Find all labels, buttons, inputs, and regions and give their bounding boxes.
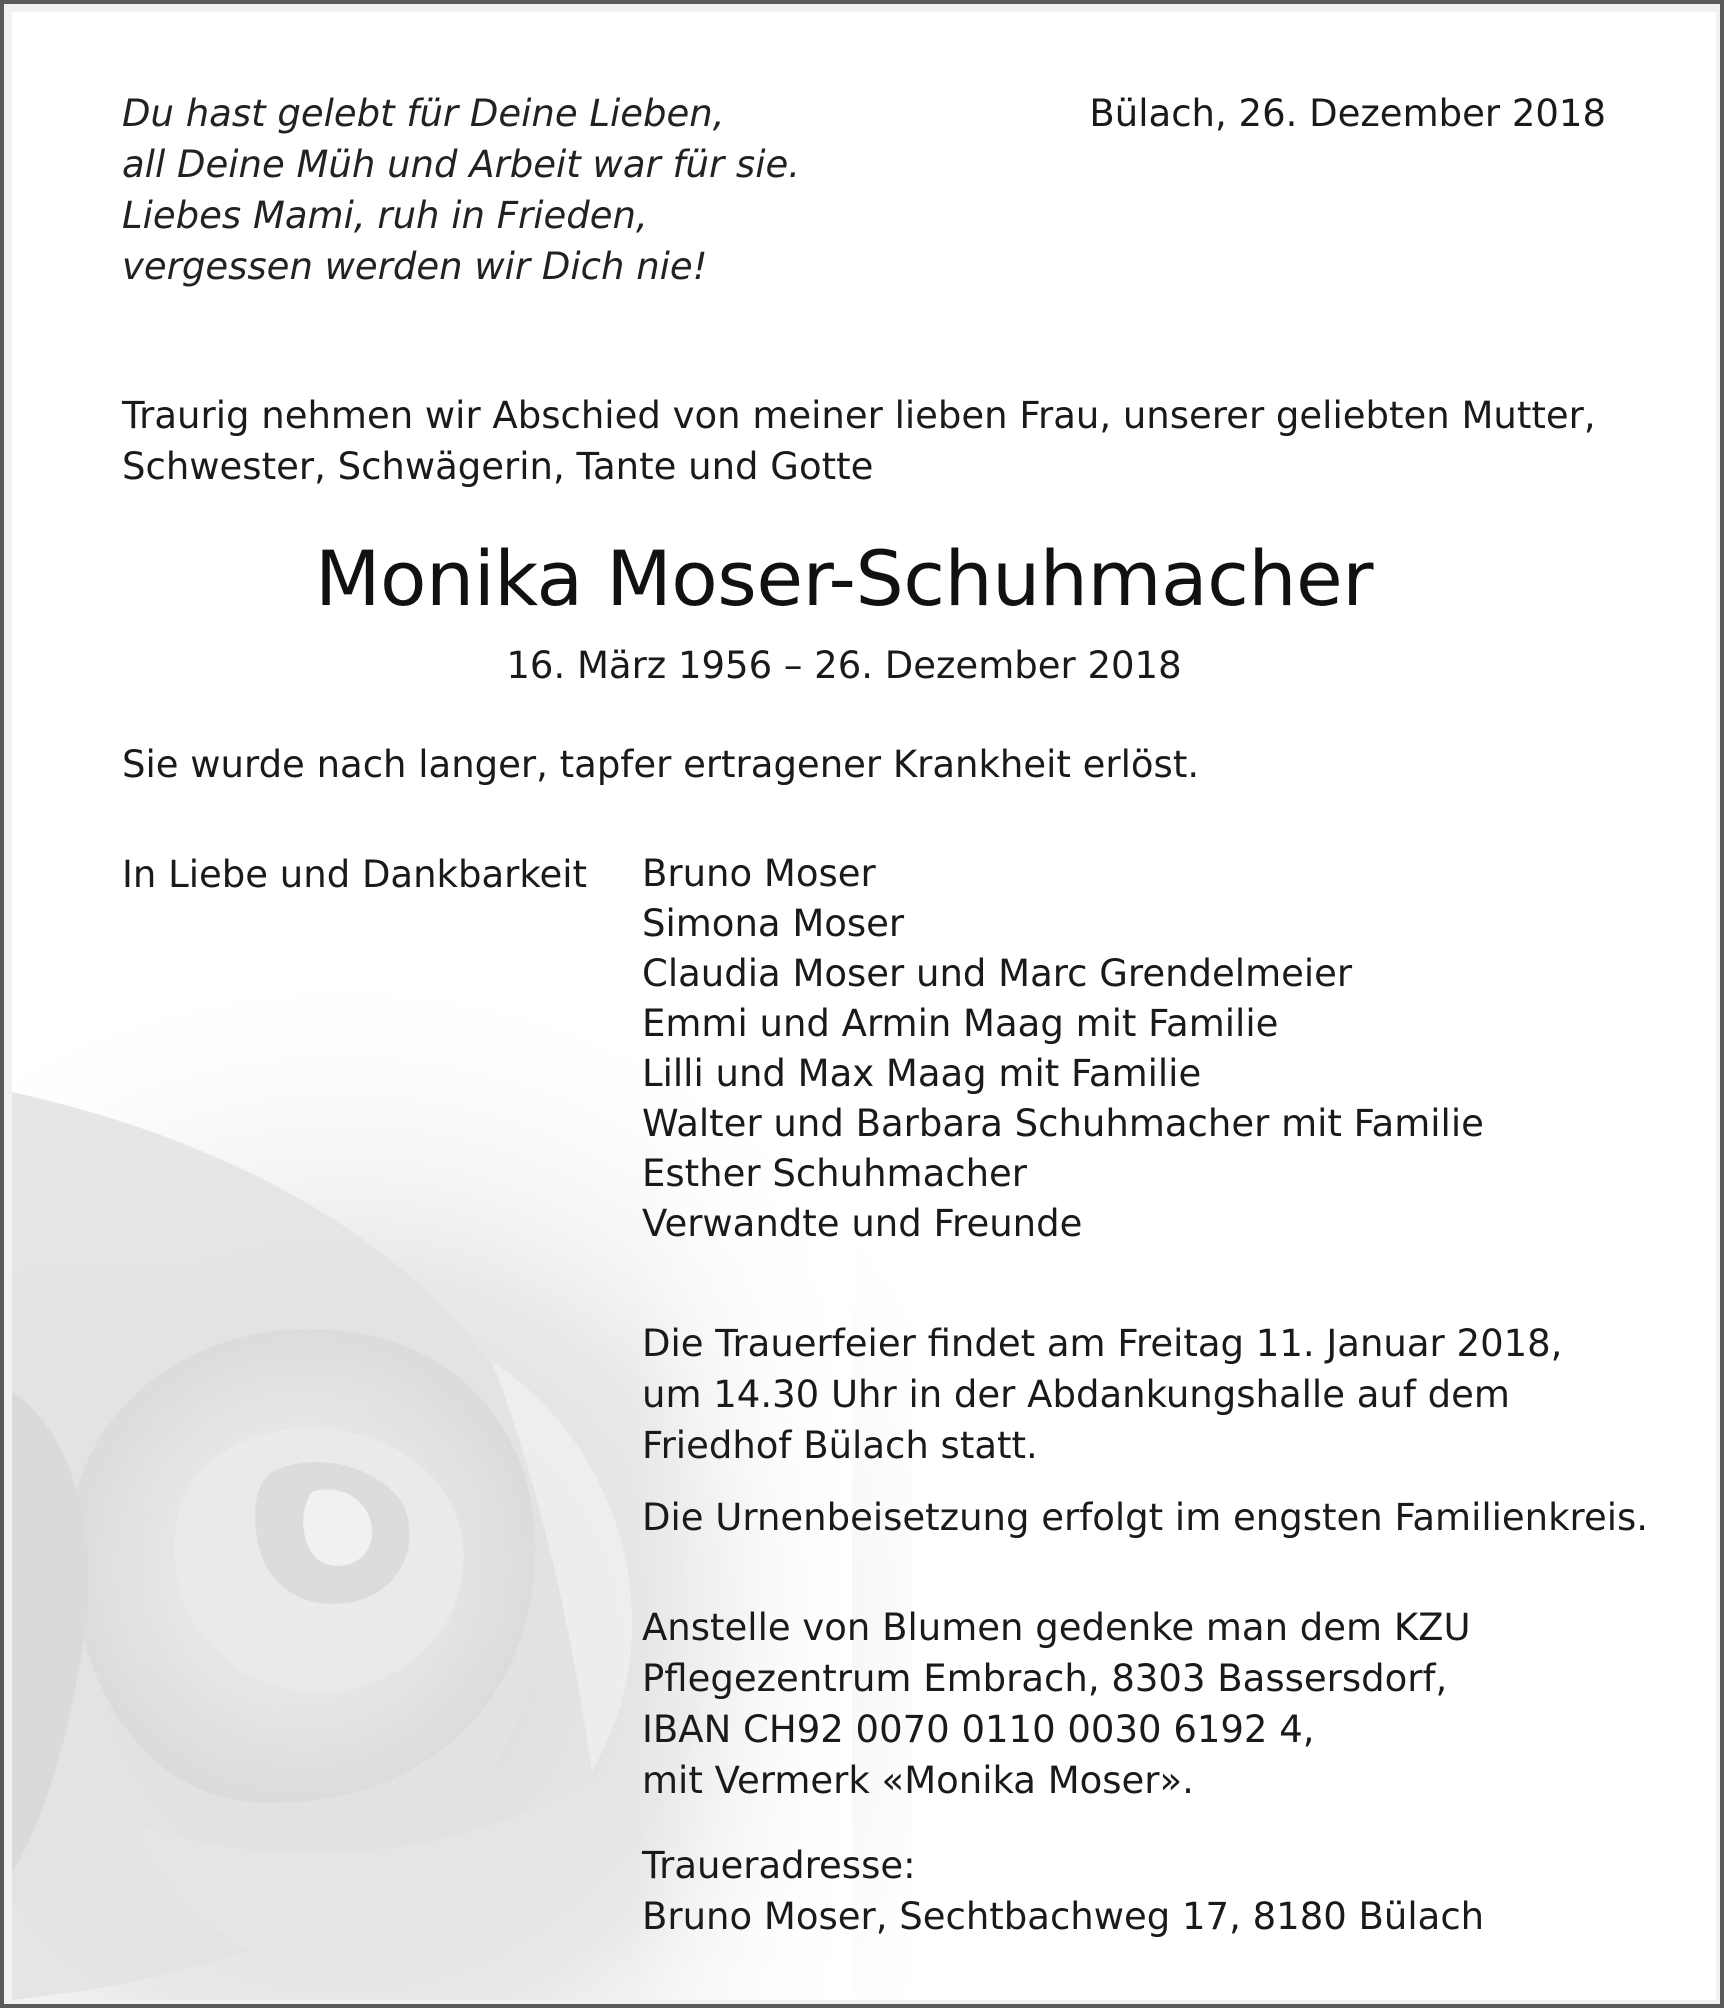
intro-line: Traurig nehmen wir Abschied von meiner lieben Frau, unserer geliebten Mutter,: [122, 394, 1596, 437]
deceased-name: Monika Moser-Schuhmacher: [314, 534, 1374, 623]
announcement-intro: [122, 390, 1596, 492]
mourning-address-label: Traueradresse:: [642, 1844, 916, 1887]
mourning-address: Bruno Moser, Sechtbachweg 17, 8180 Bülach: [642, 1895, 1485, 1938]
relief-text: Sie wurde nach langer, tapfer ertragener Krankheit erlöst.: [122, 743, 1200, 786]
memorial-poem: [122, 88, 800, 292]
donation-line: mit Vermerk «Monika Moser».: [642, 1759, 1194, 1802]
signoff: In Liebe und Dankbarkeit: [122, 853, 588, 896]
service-line: um 14.30 Uhr in der Abdankungshalle auf dem: [642, 1373, 1510, 1416]
life-dates: 16. März 1956 – 26. Dezember 2018: [506, 644, 1182, 687]
mourner-name: Simona Moser: [642, 902, 905, 945]
mourners-list: [642, 849, 1484, 1249]
service-line: Die Trauerfeier findet am Freitag 11. Januar 2018,: [642, 1322, 1563, 1365]
intro-line: Schwester, Schwägerin, Tante und Gotte: [122, 445, 874, 488]
donation-line: Pflegezentrum Embrach, 8303 Bassersdorf,: [642, 1657, 1448, 1700]
donation-info: [642, 1602, 1471, 1806]
funeral-service-info: [642, 1318, 1562, 1471]
mourner-name: Claudia Moser und Marc Grendelmeier: [642, 952, 1353, 995]
urn-burial-info: Die Urnenbeisetzung erfolgt im engsten Familienkreis.: [642, 1496, 1649, 1539]
place-and-date: Bülach, 26. Dezember 2018: [1089, 92, 1606, 135]
poem-line: vergessen werden wir Dich nie!: [122, 245, 708, 288]
poem-line: all Deine Müh und Arbeit war für sie.: [122, 143, 800, 186]
poem-line: Liebes Mami, ruh in Frieden,: [122, 194, 648, 237]
mourner-name: Walter und Barbara Schuhmacher mit Familie: [642, 1102, 1484, 1145]
mourner-name: Verwandte und Freunde: [642, 1202, 1083, 1245]
poem-line: Du hast gelebt für Deine Lieben,: [122, 92, 725, 135]
mourner-name: Lilli und Max Maag mit Familie: [642, 1052, 1202, 1095]
mourner-name: Emmi und Armin Maag mit Familie: [642, 1002, 1279, 1045]
obituary-notice: [12, 12, 1716, 2000]
mourner-name: Bruno Moser: [642, 852, 876, 895]
mourner-name: Esther Schuhmacher: [642, 1152, 1028, 1195]
donation-line: Anstelle von Blumen gedenke man dem KZU: [642, 1606, 1471, 1649]
page-frame: [4, 4, 1720, 2004]
service-line: Friedhof Bülach statt.: [642, 1424, 1038, 1467]
donation-line: IBAN CH92 0070 0110 0030 6192 4,: [642, 1708, 1315, 1751]
